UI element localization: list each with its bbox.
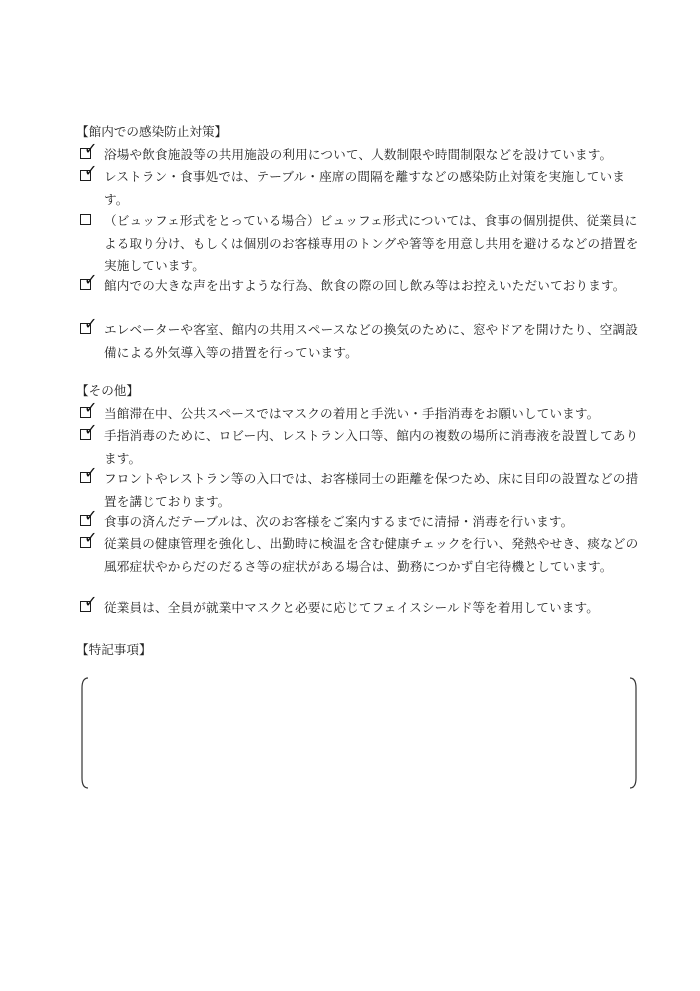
checklist-item bbox=[80, 161, 640, 211]
checkbox-checked-icon[interactable]: ✓ bbox=[80, 279, 91, 290]
checkbox-unchecked-icon[interactable] bbox=[80, 214, 91, 225]
item-text: レストラン・食事処では、テーブル・座席の間隔を離すなどの感染防止対策を実施しています。 bbox=[104, 169, 625, 207]
checkbox-checked-icon[interactable]: ✓ bbox=[80, 148, 91, 159]
bracket-frame bbox=[80, 676, 638, 790]
checkbox-checked-icon[interactable]: ✓ bbox=[80, 472, 91, 483]
notes-field[interactable] bbox=[80, 676, 638, 790]
item-text: 従業員の健康管理を強化し、出勤時に検温を含む健康チェックを行い、発熱やせき、痰などの風邪症状やからだのだるさ等の症状がある場合は、勤務につかず自宅待機としています。 bbox=[104, 536, 639, 574]
section-header-other: 【その他】 bbox=[76, 383, 139, 398]
checkbox-checked-icon[interactable]: ✓ bbox=[80, 537, 91, 548]
item-text: 浴場や飲食施設等の共用施設の利用について、人数制限や時間制限などを設けています。 bbox=[104, 147, 613, 162]
item-text: 手指消毒のために、ロビー内、レストラン入口等、館内の複数の場所に消毒液を設置してあります。 bbox=[104, 428, 639, 466]
checkbox-checked-icon[interactable]: ✓ bbox=[80, 170, 91, 181]
checklist-item bbox=[80, 314, 640, 364]
checklist-item bbox=[80, 420, 640, 470]
checkbox-checked-icon[interactable]: ✓ bbox=[80, 515, 91, 526]
item-text: エレベーターや客室、館内の共用スペースなどの換気のために、窓やドアを開けたり、空調設備による外気導入等の措置を行っています。 bbox=[104, 322, 638, 360]
section-header-infection: 【館内での感染防止対策】 bbox=[76, 124, 228, 139]
checklist-item bbox=[80, 528, 640, 578]
item-text: 食事の済んだテーブルは、次のお客様をご案内するまでに清掃・消毒を行います。 bbox=[104, 514, 574, 529]
checklist-item bbox=[80, 139, 640, 167]
checklist-item bbox=[80, 592, 640, 620]
checkbox-checked-icon[interactable]: ✓ bbox=[80, 323, 91, 334]
checklist-item bbox=[80, 506, 640, 534]
checklist-item bbox=[80, 210, 640, 278]
checklist-item bbox=[80, 398, 640, 426]
checklist-item bbox=[80, 270, 640, 298]
checkbox-checked-icon[interactable]: ✓ bbox=[80, 407, 91, 418]
item-text: 従業員は、全員が就業中マスクと必要に応じてフェイスシールド等を着用しています。 bbox=[104, 600, 599, 615]
section-header-notes: 【特記事項】 bbox=[76, 642, 152, 657]
checklist-item bbox=[80, 463, 640, 513]
checkbox-checked-icon[interactable]: ✓ bbox=[80, 429, 91, 440]
item-text: 館内での大きな声を出すような行為、飲食の際の回し飲み等はお控えいただいております。 bbox=[104, 278, 626, 293]
item-text: フロントやレストラン等の入口では、お客様同士の距離を保つため、床に目印の設置などの措置を講じております。 bbox=[104, 471, 639, 509]
checkbox-checked-icon[interactable]: ✓ bbox=[80, 601, 91, 612]
item-text: （ビュッフェ形式をとっている場合）ビュッフェ形式については、食事の個別提供、従業員による取り分け、もしくは個別のお客様専用のトングや箸等を用意し共用を避けるなどの措置を実施しています。 bbox=[104, 213, 639, 273]
item-text: 当館滞在中、公共スペースではマスクの着用と手洗い・手指消毒をお願いしています。 bbox=[104, 406, 600, 421]
